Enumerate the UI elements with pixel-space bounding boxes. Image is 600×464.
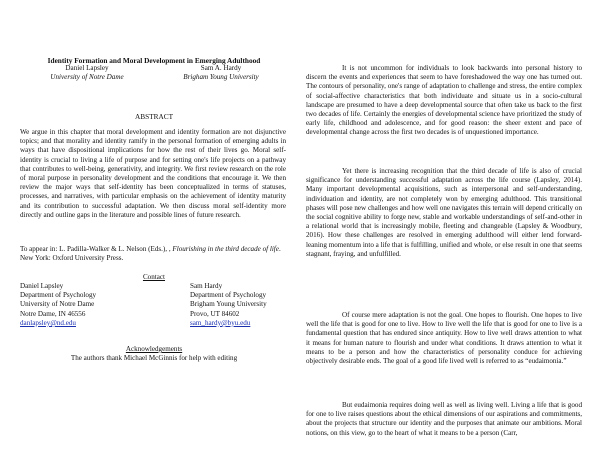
contact-dept: Department of Psychology	[20, 291, 97, 300]
abstract-text: We argue in this chapter that moral development and identity formation are not disjunctive topics; and that morality and identity ramify in the personal formation of emerging adults in ways that have dispositional implications for how the rest of their lives go. Moral self-identity is crucial to living a life of purpose and for setting one's life projects on a pathway that contributes to well-being, generativity, and integrity. We first review research on the role of moral purpose in personality development and the conditions that encourage it. We then review the major ways that self-identity has been conceptualized in terms of statuses, processes, and narratives, with particular emphasis on the achievement of identity maturity and its contribution to successful adaptation. We then discuss moral self-identity more directly and outline gaps in the literature and possible lines of future research.	[20, 128, 286, 219]
body-paragraph-2: Yet there is increasing recognition that the third decade of life is also of crucial significance for understanding successful adaptation across the life course (Lapsley, 2014). Many important developmental acquisitions, such as interpersonal and self-understanding, individuation and identity, are not completely won by emerging adulthood. This transitional phases will pose new challenges and how well one navigates this terrain will depend critically on the social cognitive ability to forge new, stable and workable understandings of self-and-other in a relational world that is increasingly mobile, fleeting and changeable (Lapsley & Woodbury, 2016). How these challenges are resolved in emerging adulthood will either lend forward-leaning momentum into a life that is fulfilling, unified and whole, or else result in one that seems stagnant, fraying, and unfulfilled.	[306, 167, 582, 258]
contact-dept: Department of Psychology	[190, 291, 267, 300]
body-paragraph-1: It is not uncommon for individuals to look backwards into personal history to discern the events and experiences that seem to have foreshadowed the way one has turned out. The contours of personality, one's range of adaptation to challenge and stress, the entire complex of social-affective characteristics that both individuate and situate us in a socio-cultural landscape are presumed to have a deep developmental source that often take us back to the first two decades of life. Certainly the energies of developmental science have prioritized the study of early life, childhood and adolescence, and for good reason: the sheer extent and pace of developmental change across the first two decades is of unquestioned importance.	[306, 64, 582, 137]
body-paragraph-3: Of course mere adaptation is not the goal. One hopes to flourish. One hopes to live well the life that is good for one to live. How to live well the life that is good for one to live is a fundamental question that has endured since antiquity. How to live well draws attention to what it means for human nature to flourish and under what conditions. It draws attention to what it means to be a person and how the characteristics of personality conduce for achieving objectively desirable ends. The goal of a good life lived well is referred to as “eudaimonia.”	[306, 311, 582, 366]
publication-book-title: Flourishing in the third decade of life	[172, 245, 279, 253]
contact-2	[190, 282, 267, 328]
contact-heading: Contact	[142, 273, 166, 281]
publication-suffix: . New York: Oxford University Press.	[20, 245, 281, 263]
author-block	[20, 64, 288, 82]
contact-name: Sam Hardy	[190, 282, 223, 290]
body-paragraph-4: But eudaimonia requires doing well as well as living well. Living a life that is good for one to live raises questions about the ethical dimensions of our aspirations and commitments, about the projects that structure our identity and the purposes that animate our ambitions. Moral notions, on this view, go to the heart of what it means to be a person (Carr,	[306, 401, 582, 437]
contact-email-link[interactable]: sam_hardy@byu.edu	[190, 318, 251, 327]
publication-prefix: To appear in: L. Padilla-Walker & L. Nelson (Eds.), ,	[20, 245, 171, 253]
abstract-heading: ABSTRACT	[134, 112, 174, 121]
contact-email-link[interactable]: danlapsley@nd.edu	[20, 318, 76, 327]
author-affiliation: Brigham Young University	[183, 73, 259, 82]
publication-note	[20, 245, 286, 263]
acknowledgements-text: The authors thank Michael McGinnis for help with editing	[70, 354, 238, 362]
author-2	[154, 64, 288, 82]
contact-1	[20, 282, 96, 328]
contact-univ: Brigham Young University	[190, 300, 267, 309]
contact-city: Notre Dame, IN 46556	[20, 309, 86, 318]
contact-name: Daniel Lapsley	[20, 282, 64, 290]
author-name: Daniel Lapsley	[65, 64, 109, 72]
contact-city: Provo, UT 84602	[190, 309, 240, 318]
acknowledgements-heading: Acknowledgements	[125, 345, 183, 353]
paper-title: Identity Formation and Moral Development in Emerging Adulthood	[47, 56, 261, 65]
author-1	[20, 64, 154, 82]
author-affiliation: University of Notre Dame	[50, 73, 124, 82]
author-name: Sam A. Hardy	[200, 64, 242, 72]
contact-univ: University of Notre Dame	[20, 300, 95, 309]
